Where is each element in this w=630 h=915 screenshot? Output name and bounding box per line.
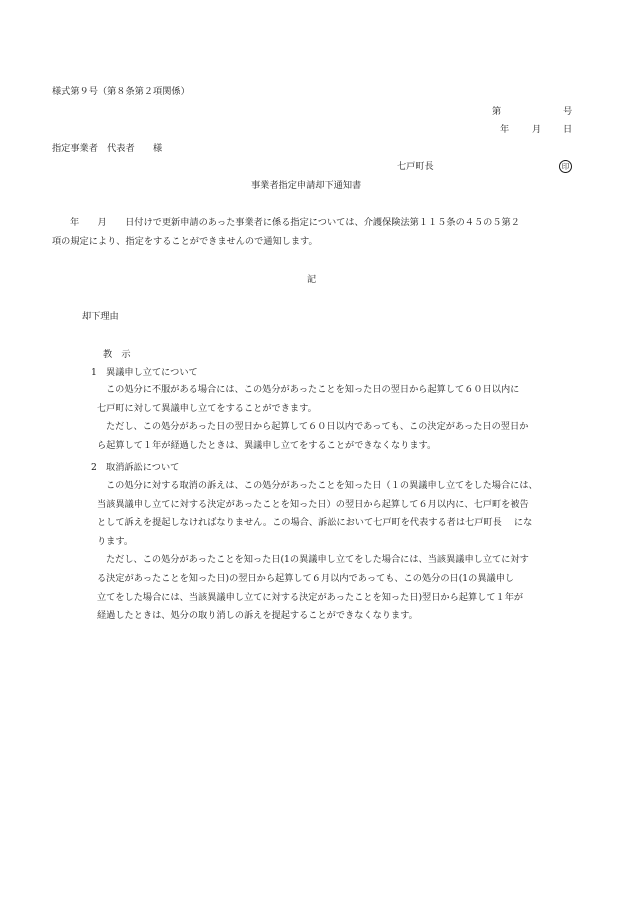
notice-item-2-line: この処分に対する取消の訴えは、この処分があったことを知った日（１の異議申し立てをした場合には、: [106, 480, 538, 491]
addressee: 指定事業者 代表者 様: [52, 143, 163, 154]
notice-item-1-paragraph: [97, 381, 528, 455]
notice-item-1-title: 1 異議申し立てについて: [91, 367, 198, 378]
issuer: 七戸町長: [397, 161, 434, 172]
rejection-reason-label: 却下理由: [82, 311, 119, 322]
seal-mark: 印: [559, 160, 572, 173]
notice-item-2-title: 2 取消訴訟について: [91, 462, 180, 473]
notice-item-2-line: 立てをした場合には、当該異議申し立てに対する決定があったことを知った日)翌日から起算して１年が: [97, 591, 524, 603]
notice-item-2-line: 経過したときは、処分の取り消しの訴えを提起することができなくなります。: [97, 610, 418, 622]
ki-heading: 記: [307, 274, 317, 285]
notice-item-1-line: ら起算して１年が経過したときは、異議申し立てをすることができなくなります。: [97, 439, 437, 451]
notice-item-2-line: 当該異議申し立てに対する決定があったことを知った日）の翌日から起算して６月以内に、七戸町を被告: [97, 498, 529, 510]
notice-item-1-line: この処分に不服がある場合には、この処分があったことを知った日の翌日から起算して６０日以内に: [106, 384, 520, 395]
notice-item-2-line: ります。: [97, 535, 134, 547]
notice-item-2-line: として訴えを提起しなければなりません。この場合、訴訟において七戸町を代表する者は七戸町長 にな: [97, 517, 533, 529]
notice-item-1-line: ただし、この処分があった日の翌日から起算して６０日以内であっても、この決定があった日の翌日か: [106, 421, 529, 433]
notice-item-2-line: ただし、この処分があったことを知った日(1の異議申し立てをした場合には、当該異議申し立てに対す: [106, 554, 529, 566]
date-year: 年: [500, 124, 510, 135]
date-month: 月: [532, 124, 542, 135]
document-number-prefix: 第: [492, 106, 502, 117]
notice-item-2-line: る決定があったことを知った日)の翌日から起算して６月以内であっても、この処分の日(1の異議申し: [97, 572, 515, 584]
notice-heading: 教 示: [103, 349, 131, 360]
form-number: 様式第９号（第８条第２項関係）: [52, 86, 190, 97]
document-title: 事業者指定申請却下通知書: [251, 180, 362, 191]
notice-item-1-line: 七戸町に対して異議申し立てをすることができます。: [97, 402, 317, 414]
body-line-1: 年 月 日付けで更新申請のあった事業者に係る指定については、介護保険法第１１５条の４５の５第２: [70, 217, 520, 228]
date-day: 日: [563, 124, 573, 135]
document-number-suffix: 号: [563, 106, 573, 117]
notice-item-2-paragraph: [97, 477, 538, 626]
body-line-2: 項の規定により、指定をすることができませんので通知します。: [52, 236, 318, 247]
